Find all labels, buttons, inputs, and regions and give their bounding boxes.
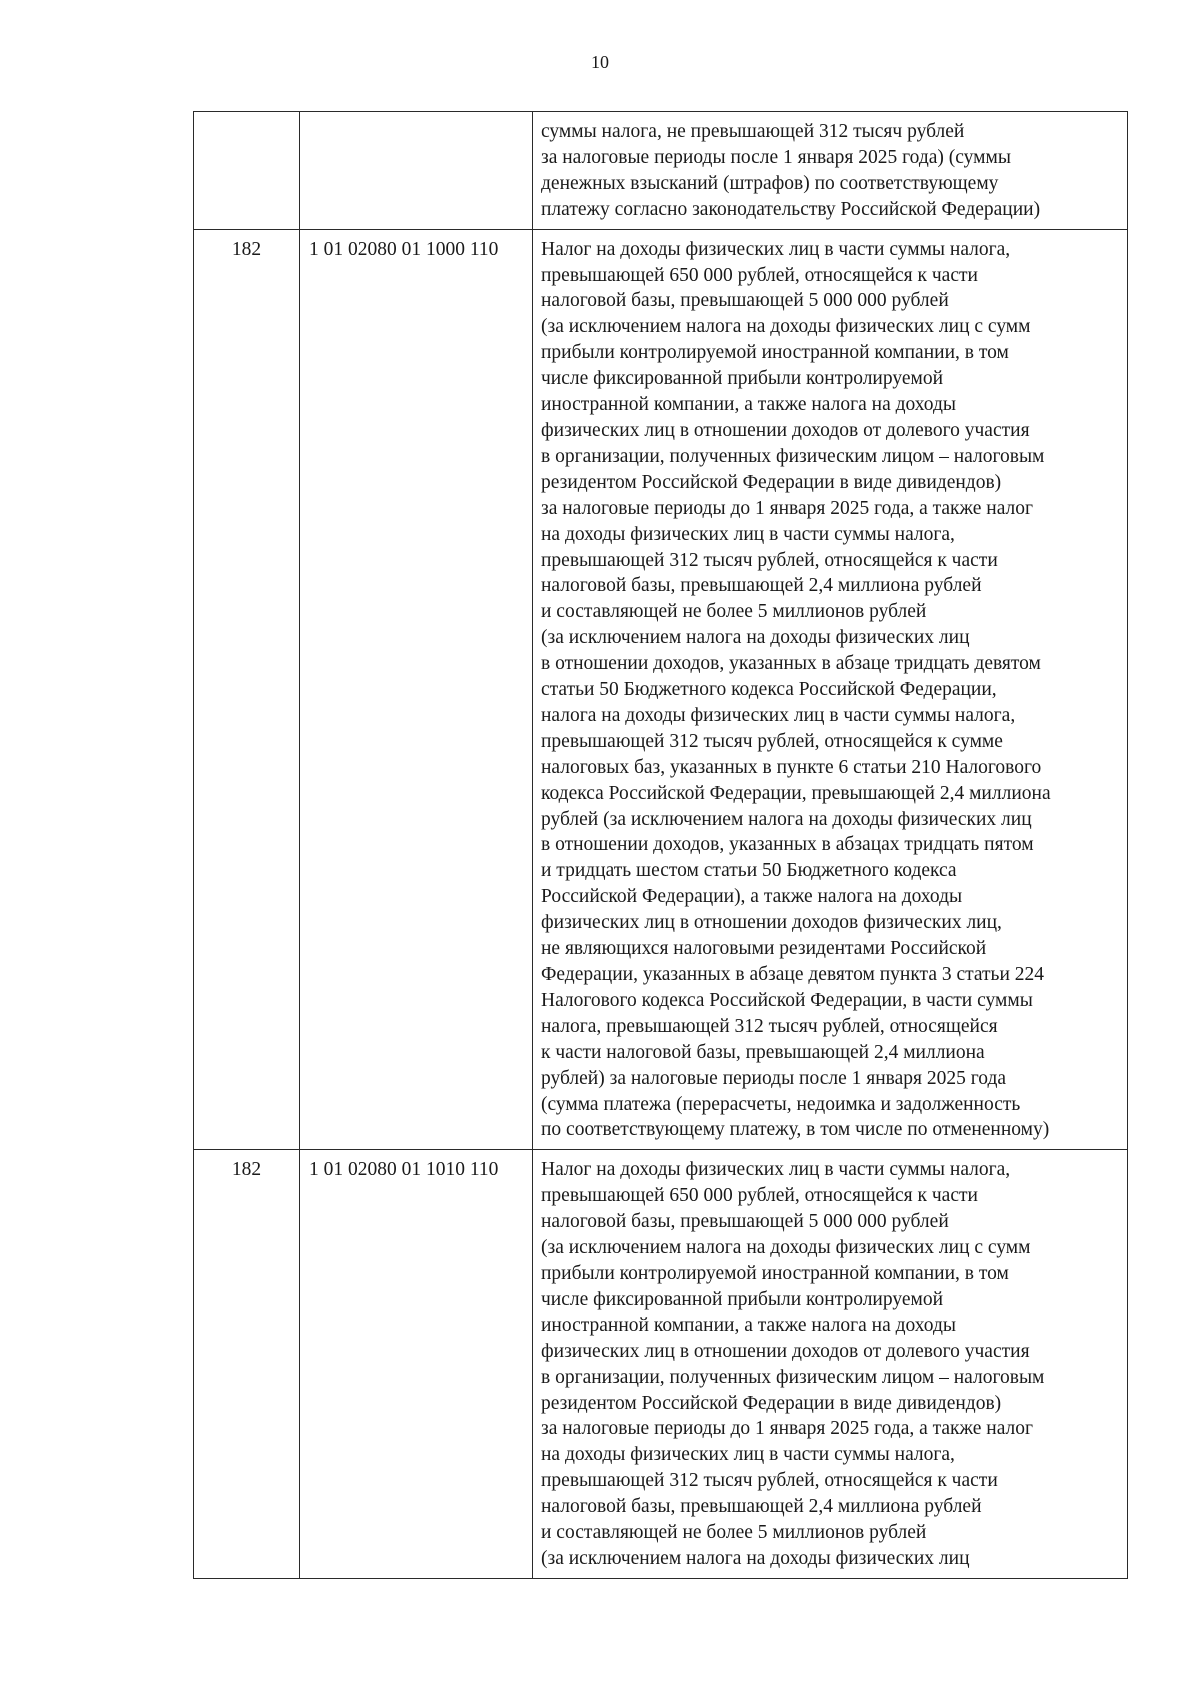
- description-line: Налог на доходы физических лиц в части суммы налога,: [541, 238, 1011, 260]
- table-row: [194, 1150, 1128, 1579]
- description-line: резидентом Российской Федерации в виде дивидендов): [541, 1392, 1002, 1414]
- description-line: не являющихся налоговыми резидентами Российской: [541, 938, 987, 960]
- table-body: [194, 112, 1128, 1579]
- kbk-table: [193, 111, 1128, 1579]
- description-line: иностранной компании, а также налога на доходы: [541, 1314, 957, 1336]
- description-cell: [533, 229, 1128, 1150]
- description-line: рублей) за налоговые периоды после 1 января 2025 года: [541, 1067, 1007, 1089]
- budget-classification-code-cell: 1 01 02080 01 1010 110: [300, 1150, 533, 1579]
- description-line: на доходы физических лиц в части суммы налога,: [541, 523, 955, 545]
- description-line: (за исключением налога на доходы физических лиц: [541, 627, 970, 649]
- description-line: прибыли контролируемой иностранной компании, в том: [541, 342, 1009, 364]
- description-line: физических лиц в отношении доходов физических лиц,: [541, 912, 1002, 934]
- description-line: (за исключением налога на доходы физических лиц с сумм: [541, 1237, 1031, 1259]
- description-line: и составляющей не более 5 миллионов рублей: [541, 601, 927, 623]
- description-line: Российской Федерации), а также налога на доходы: [541, 886, 963, 908]
- description-line: резидентом Российской Федерации в виде дивидендов): [541, 471, 1002, 493]
- table-row: [194, 112, 1128, 230]
- description-line: на доходы физических лиц в части суммы налога,: [541, 1444, 955, 1466]
- description-line: за налоговые периоды до 1 января 2025 года, а также налог: [541, 1418, 1034, 1440]
- table-row: [194, 229, 1128, 1150]
- description-line: налоговых баз, указанных в пункте 6 статьи 210 Налогового: [541, 756, 1042, 778]
- description-line: суммы налога, не превышающей 312 тысяч рублей: [541, 121, 965, 142]
- description-line: в отношении доходов, указанных в абзацах тридцать пятом: [541, 834, 1034, 856]
- description-line: (за исключением налога на доходы физических лиц: [541, 1547, 970, 1569]
- description-line: физических лиц в отношении доходов от долевого участия: [541, 419, 1030, 441]
- description-line: (за исключением налога на доходы физических лиц с сумм: [541, 316, 1031, 338]
- description-line: за налоговые периоды до 1 января 2025 года, а также налог: [541, 497, 1034, 519]
- description-line: к части налоговой базы, превышающей 2,4 миллиона: [541, 1041, 985, 1063]
- description-line: превышающей 650 000 рублей, относящейся к части: [541, 264, 978, 286]
- description-line: налоговой базы, превышающей 5 000 000 рублей: [541, 290, 949, 312]
- budget-classification-code-cell: [300, 112, 533, 230]
- description-line: налоговой базы, превышающей 5 000 000 рублей: [541, 1211, 949, 1233]
- admin-code-cell: 182: [194, 229, 300, 1150]
- description-line: превышающей 312 тысяч рублей, относящейся к части: [541, 1470, 998, 1492]
- budget-classification-code-cell: 1 01 02080 01 1000 110: [300, 229, 533, 1150]
- description-line: рублей (за исключением налога на доходы физических лиц: [541, 808, 1032, 830]
- description-line: денежных взысканий (штрафов) по соответствующему: [541, 172, 999, 194]
- description-line: превышающей 312 тысяч рублей, относящейся к части: [541, 549, 998, 571]
- description-line: налоговой базы, превышающей 2,4 миллиона рублей: [541, 575, 982, 597]
- description-line: платежу согласно законодательству Российской Федерации): [541, 198, 1041, 220]
- description-line: кодекса Российской Федерации, превышающей 2,4 миллиона: [541, 782, 1051, 804]
- description-line: и составляющей не более 5 миллионов рублей: [541, 1522, 927, 1544]
- description-line: и тридцать шестом статьи 50 Бюджетного кодекса: [541, 860, 957, 882]
- description-line: превышающей 312 тысяч рублей, относящейся к сумме: [541, 730, 1003, 752]
- description-line: налоговой базы, превышающей 2,4 миллиона рублей: [541, 1496, 982, 1518]
- description-line: Федерации, указанных в абзаце девятом пункта 3 статьи 224: [541, 964, 1045, 985]
- description-line: иностранной компании, а также налога на доходы: [541, 394, 957, 416]
- admin-code-cell: 182: [194, 1150, 300, 1579]
- description-line: статьи 50 Бюджетного кодекса Российской Федерации,: [541, 679, 997, 701]
- description-line: налога на доходы физических лиц в части суммы налога,: [541, 704, 1016, 726]
- description-line: (сумма платежа (перерасчеты, недоимка и задолженность: [541, 1093, 1021, 1115]
- description-line: в отношении доходов, указанных в абзаце тридцать девятом: [541, 653, 1041, 675]
- description-line: превышающей 650 000 рублей, относящейся к части: [541, 1185, 978, 1207]
- description-line: в организации, полученных физическим лицом – налоговым: [541, 1366, 1045, 1388]
- description-cell: [533, 1150, 1128, 1579]
- description-line: числе фиксированной прибыли контролируемой: [541, 1288, 944, 1310]
- description-line: за налоговые периоды после 1 января 2025 года) (суммы: [541, 146, 1011, 168]
- description-cell: [533, 112, 1128, 230]
- description-line: налога, превышающей 312 тысяч рублей, относящейся: [541, 1015, 998, 1037]
- admin-code-cell: [194, 112, 300, 230]
- description-line: физических лиц в отношении доходов от долевого участия: [541, 1340, 1030, 1362]
- description-line: по соответствующему платежу, в том числе по отмененному): [541, 1119, 1050, 1141]
- description-line: Налогового кодекса Российской Федерации, в части суммы: [541, 989, 1033, 1011]
- page-number: 10: [591, 52, 609, 72]
- description-line: прибыли контролируемой иностранной компании, в том: [541, 1262, 1009, 1284]
- description-line: в организации, полученных физическим лицом – налоговым: [541, 445, 1045, 467]
- description-line: Налог на доходы физических лиц в части суммы налога,: [541, 1159, 1011, 1181]
- description-line: числе фиксированной прибыли контролируемой: [541, 368, 944, 390]
